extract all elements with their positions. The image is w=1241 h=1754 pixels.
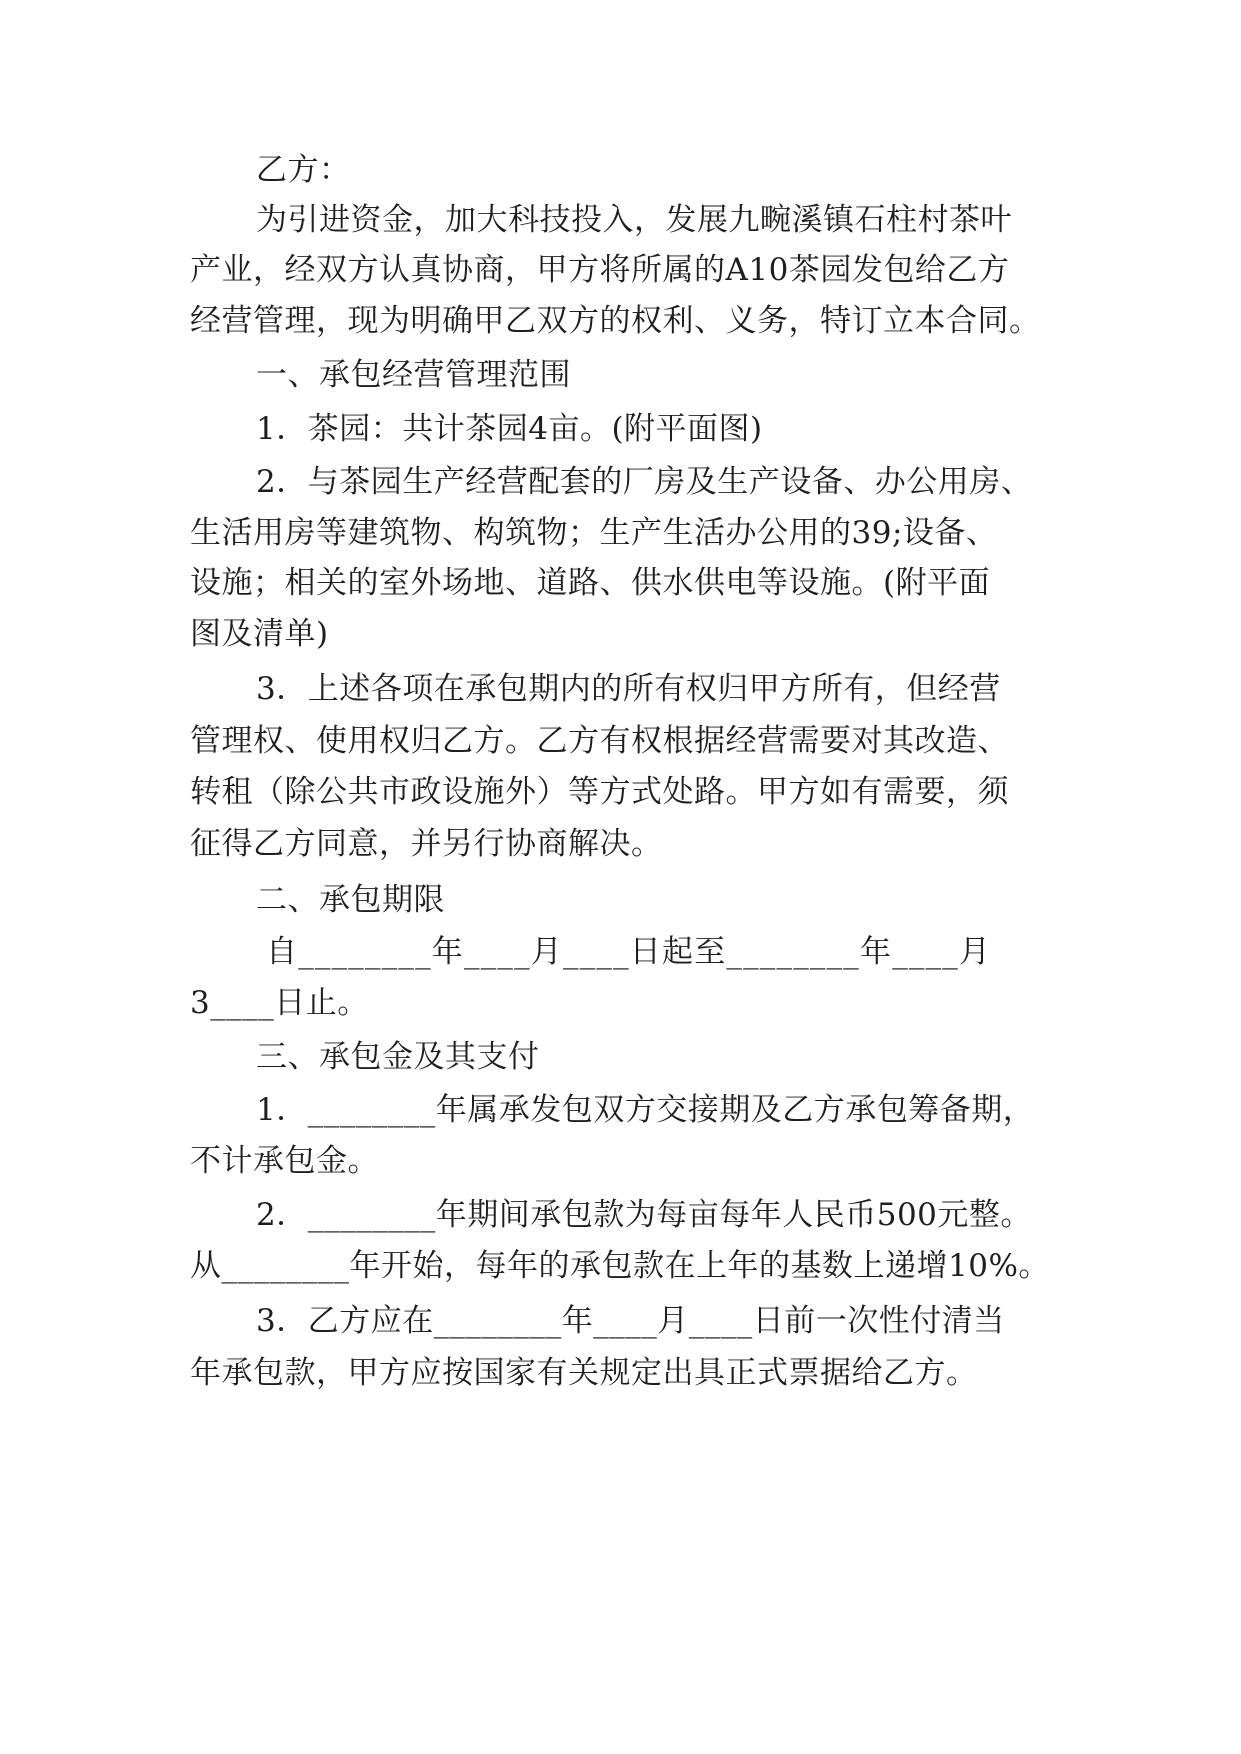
party-b-label: 乙方：	[256, 152, 351, 188]
term-dates-line-2: 3____日止。	[190, 985, 369, 1021]
clause-1-2-line-2: 生活用房等建筑物、构筑物；生产生活办公用的39;设备、	[190, 515, 998, 551]
clause-3-2-line-1: 2．________年期间承包款为每亩每年人民币500元整。	[256, 1197, 1032, 1233]
term-dates-line-1: 自________年____月____日起至________年____月	[266, 934, 992, 970]
clause-1-2-line-3: 设施；相关的室外场地、道路、供水供电等设施。(附平面	[190, 565, 991, 601]
clause-1-3-line-2: 管理权、使用权归乙方。乙方有权根据经营需要对其改造、	[190, 723, 1009, 759]
preamble-line-1: 为引进资金，加大科技投入，发展九畹溪镇石柱村茶叶	[256, 202, 1012, 238]
preamble-line-3: 经营管理，现为明确甲乙双方的权利、义务，特订立本合同。	[190, 303, 1041, 339]
preamble-line-2: 产业，经双方认真协商，甲方将所属的A10茶园发包给乙方	[190, 252, 1010, 288]
clause-3-3-line-1: 3．乙方应在________年____月____日前一次性付清当	[256, 1303, 1005, 1339]
clause-1-3-line-4: 征得乙方同意，并另行协商解决。	[190, 826, 663, 862]
clause-1-1: 1．茶园：共计茶园4亩。(附平面图)	[256, 411, 763, 447]
clause-3-2-line-2: 从________年开始，每年的承包款在上年的基数上递增10%。	[190, 1248, 1050, 1284]
clause-1-2-line-1: 2．与茶园生产经营配套的厂房及生产设备、办公用房、	[256, 464, 1033, 500]
clause-1-3-line-3: 转租（除公共市政设施外）等方式处路。甲方如有需要，须	[190, 774, 1009, 810]
section-1-heading: 一、承包经营管理范围	[256, 357, 571, 393]
clause-1-2-line-4: 图及清单)	[190, 616, 329, 652]
clause-1-3-line-1: 3．上述各项在承包期内的所有权归甲方所有，但经营	[256, 671, 1001, 707]
clause-3-3-line-2: 年承包款，甲方应按国家有关规定出具正式票据给乙方。	[190, 1355, 978, 1391]
clause-3-1-line-1: 1．________年属承发包双方交接期及乙方承包筹备期，	[256, 1092, 1035, 1128]
section-2-heading: 二、承包期限	[256, 882, 445, 918]
section-3-heading: 三、承包金及其支付	[256, 1039, 540, 1075]
clause-3-1-line-2: 不计承包金。	[190, 1143, 379, 1179]
